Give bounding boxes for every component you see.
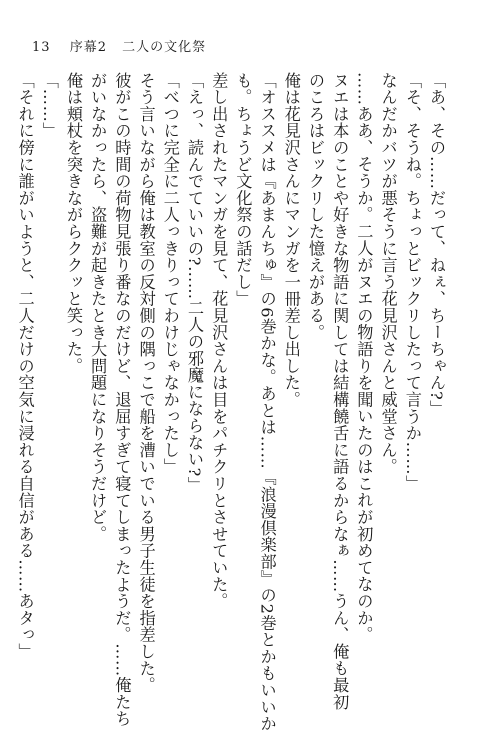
text-line: 「オススメは『あまんちゅ』の6巻かな。あとは……『浪漫倶楽部』の2巻とかもいいか	[257, 72, 277, 732]
text-line: なんだかバツが悪そうに言う花見沢さんと威堂さん。	[378, 72, 398, 476]
running-head	[32, 36, 206, 55]
text-line: ヌエは本のことや好きな物語に関しては結構饒舌に語るからなぁ……うん、俺も最初	[330, 72, 350, 711]
text-line: 俺は花見沢さんにマンガを一冊差し出した。	[281, 72, 301, 408]
text-line: ……ああ、そうか。二人がヌエの物語りを聞いたのはこれが初めてなのか。	[354, 72, 374, 644]
text-line: 「……」	[39, 72, 59, 140]
page-number: 13	[32, 40, 51, 55]
chapter-label: 序幕2	[69, 40, 107, 55]
text-line: 俺は頬杖を突きながらククッと笑った。	[63, 72, 83, 375]
text-line: そう言いながら俺は教室の反対側の隅っこで船を漕いでいる男子生徒を指差した。	[136, 72, 156, 694]
text-line: のころはビックリした憶えがある。	[305, 72, 325, 341]
chapter-title: 二人の文化祭	[122, 40, 207, 55]
text-line: 「えっ、読んでていいの?……二人の邪魔にならない?」	[184, 72, 204, 494]
text-line: 「そ、そうね。ちょっとビックリしたって言うか……」	[402, 72, 422, 492]
text-line: 「べつに完全に二人っきりってわけじゃなかったし」	[160, 72, 180, 476]
text-line: も。ちょうど文化祭の話だし」	[233, 72, 253, 308]
text-line: 「あ、その……だって、ねぇ、ちーちゃん?」	[427, 72, 446, 418]
text-line: 彼がこの時間の荷物見張り番なのだけど、退屈すぎて寝てしまったようだ。……俺たち	[112, 72, 132, 728]
text-line: 「それに傍に誰がいようと、二人だけの空気に浸れる自信がある……あタっ」	[15, 72, 35, 660]
text-line: がいなかったら、盗難が起きたとき大問題になりそうだけど。	[88, 72, 108, 543]
vertical-text-body	[15, 72, 448, 732]
text-line: 差し出されたマンガを見て、花見沢さんは目をパチクリとさせていた。	[209, 72, 229, 610]
